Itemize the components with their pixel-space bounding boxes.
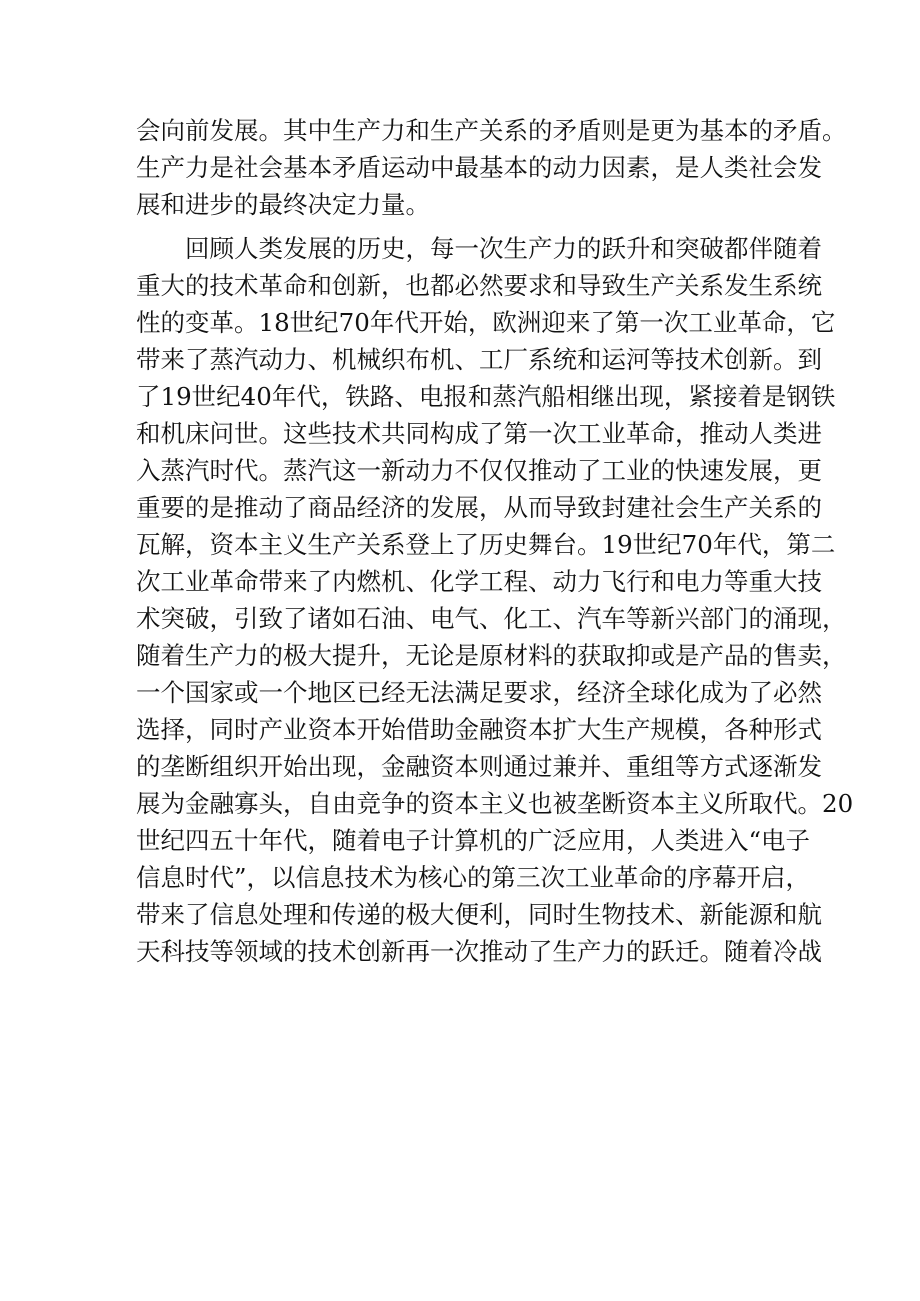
text-line: 展和进步的最终决定力量。 <box>136 190 430 219</box>
text-line: 天科技等领域的技术创新再一次推动了生产力的跃迁。随着冷战 <box>136 937 822 966</box>
text-line: 次工业革命带来了内燃机、化学工程、动力飞行和电力等重大技 <box>136 567 822 596</box>
text-line: 带来了蒸汽动力、机械织布机、工厂系统和运河等技术创新。到 <box>136 345 822 374</box>
text-line: 了19世纪40年代，铁路、电报和蒸汽船相继出现，紧接着是钢铁 <box>136 382 836 411</box>
paragraph-spacer <box>136 223 796 230</box>
text-line: 术突破，引致了诸如石油、电气、化工、汽车等新兴部门的涌现， <box>136 604 847 633</box>
paragraph-1 <box>136 112 847 223</box>
text-line: 信息时代”，以信息技术为核心的第三次工业革命的序幕开启， <box>136 863 811 892</box>
text-line: 重要的是推动了商品经济的发展，从而导致封建社会生产关系的 <box>136 493 822 522</box>
text-line: 和机床问世。这些技术共同构成了第一次工业革命，推动人类进 <box>136 419 822 448</box>
text-line: 世纪四五十年代，随着电子计算机的广泛应用，人类进入“电子 <box>136 826 811 855</box>
text-line: 展为金融寡头，自由竞争的资本主义也被垄断资本主义所取代。20 <box>136 789 854 818</box>
text-line: 重大的技术革命和创新，也都必然要求和导致生产关系发生系统 <box>136 271 822 300</box>
text-line: 随着生产力的极大提升，无论是原材料的获取抑或是产品的售卖， <box>136 641 847 670</box>
text-line: 选择，同时产业资本开始借助金融资本扩大生产规模，各种形式 <box>136 715 822 744</box>
text-line: 生产力是社会基本矛盾运动中最基本的动力因素，是人类社会发 <box>136 153 822 182</box>
text-line: 会向前发展。其中生产力和生产关系的矛盾则是更为基本的矛盾。 <box>136 116 847 145</box>
text-line: 性的变革。18世纪70年代开始，欧洲迎来了第一次工业革命，它 <box>136 308 836 337</box>
text-line: 带来了信息处理和传递的极大便利，同时生物技术、新能源和航 <box>136 900 822 929</box>
text-line: 一个国家或一个地区已经无法满足要求，经济全球化成为了必然 <box>136 678 822 707</box>
document-body <box>136 112 854 970</box>
text-line: 瓦解，资本主义生产关系登上了历史舞台。19世纪70年代，第二 <box>136 530 836 559</box>
text-line: 入蒸汽时代。蒸汽这一新动力不仅仅推动了工业的快速发展，更 <box>136 456 822 485</box>
paragraph-2 <box>136 230 854 970</box>
text-line: 的垄断组织开始出现，金融资本则通过兼并、重组等方式逐渐发 <box>136 752 822 781</box>
text-line: 回顾人类发展的历史，每一次生产力的跃升和突破都伴随着 <box>185 234 822 263</box>
